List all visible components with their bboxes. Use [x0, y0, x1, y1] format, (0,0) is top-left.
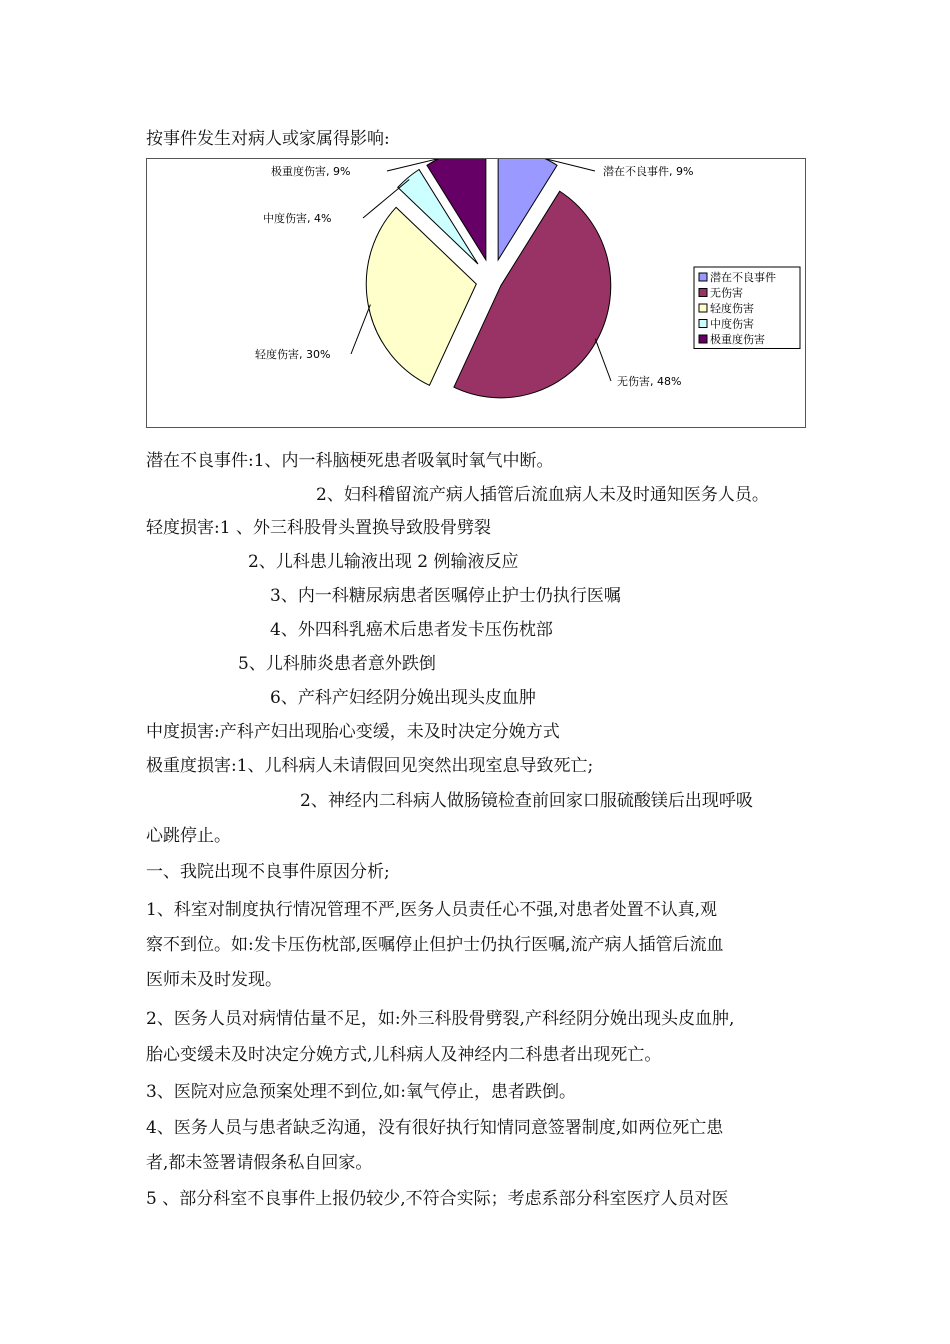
text-line: 2、医务人员对病情估量不足，如:外三科股骨劈裂,产科经阴分娩出现头皮血肿, — [146, 1009, 735, 1029]
text-line: 中度损害:产科产妇出现胎心变缓，未及时决定分娩方式 — [146, 722, 560, 742]
text-line: 4、外四科乳癌术后患者发卡压伤枕部 — [270, 620, 553, 640]
slice-data-label: 潜在不良事件, 9% — [603, 165, 694, 178]
slice-data-label: 中度伤害, 4% — [263, 212, 332, 225]
legend-label: 无伤害 — [710, 286, 743, 300]
legend-label: 极重度伤害 — [710, 333, 765, 346]
text-line: 5 、部分科室不良事件上报仍较少,不符合实际；考虑系部分科室医疗人员对医 — [146, 1189, 729, 1209]
slice-data-label: 轻度伤害, 30% — [255, 348, 331, 361]
text-line: 2、儿科患儿输液出现 2 例输液反应 — [248, 552, 519, 572]
chart-legend — [694, 267, 800, 349]
slice-data-label: 极重度伤害, 9% — [271, 165, 351, 178]
text-line: 6、产科产妇经阴分娩出现头皮血肿 — [270, 688, 536, 708]
legend-swatch — [699, 335, 707, 343]
leader-line — [363, 179, 409, 218]
text-line: 医师未及时发现。 — [146, 970, 282, 990]
text-line: 2、神经内二科病人做肠镜检查前回家口服硫酸镁后出现呼吸 — [300, 791, 753, 811]
text-line: 5、儿科肺炎患者意外跌倒 — [238, 654, 436, 674]
text-line: 察不到位。如:发卡压伤枕部,医嘱停止但护士仍执行医嘱,流产病人插管后流血 — [146, 935, 724, 955]
pie-chart-frame — [146, 158, 806, 428]
text-line: 潜在不良事件:1、内一科脑梗死患者吸氧时氧气中断。 — [146, 451, 554, 471]
legend-swatch — [699, 320, 707, 328]
slice-data-label: 无伤害, 48% — [617, 375, 682, 388]
text-line: 1、科室对制度执行情况管理不严,医务人员责任心不强,对患者处置不认真,观 — [146, 900, 718, 920]
text-line: 3、内一科糖尿病患者医嘱停止护士仍执行医嘱 — [270, 586, 621, 606]
text-line: 2、妇科稽留流产病人插管后流血病人未及时通知医务人员。 — [316, 485, 769, 505]
section-heading: 按事件发生对病人或家属得影响: — [146, 129, 390, 149]
leader-line — [595, 339, 611, 381]
text-line: 心跳停止。 — [146, 826, 231, 846]
legend-swatch — [699, 304, 707, 312]
legend-label: 轻度伤害 — [710, 302, 754, 315]
text-line: 3、医院对应急预案处理不到位,如:氧气停止，患者跌倒。 — [146, 1082, 576, 1102]
legend-swatch — [699, 273, 707, 281]
text-line: 胎心变缓未及时决定分娩方式,儿科病人及神经内二科患者出现死亡。 — [146, 1045, 662, 1065]
text-line: 4、医务人员与患者缺乏沟通，没有很好执行知情同意签署制度,如两位死亡患 — [146, 1118, 724, 1138]
text-line: 极重度损害:1、儿科病人未请假回见突然出现室息导致死亡; — [146, 756, 594, 776]
legend-label: 中度伤害 — [710, 317, 754, 331]
text-line: 者,都未签署请假条私自回家。 — [146, 1153, 373, 1173]
text-line: 一、我院出现不良事件原因分析; — [146, 862, 390, 882]
legend-swatch — [699, 289, 707, 297]
text-line: 轻度损害:1 、外三科股骨头置换导致股骨劈裂 — [146, 518, 491, 538]
pie-chart — [147, 159, 805, 427]
legend-label: 潜在不良事件 — [710, 271, 776, 284]
leader-line — [351, 305, 370, 354]
